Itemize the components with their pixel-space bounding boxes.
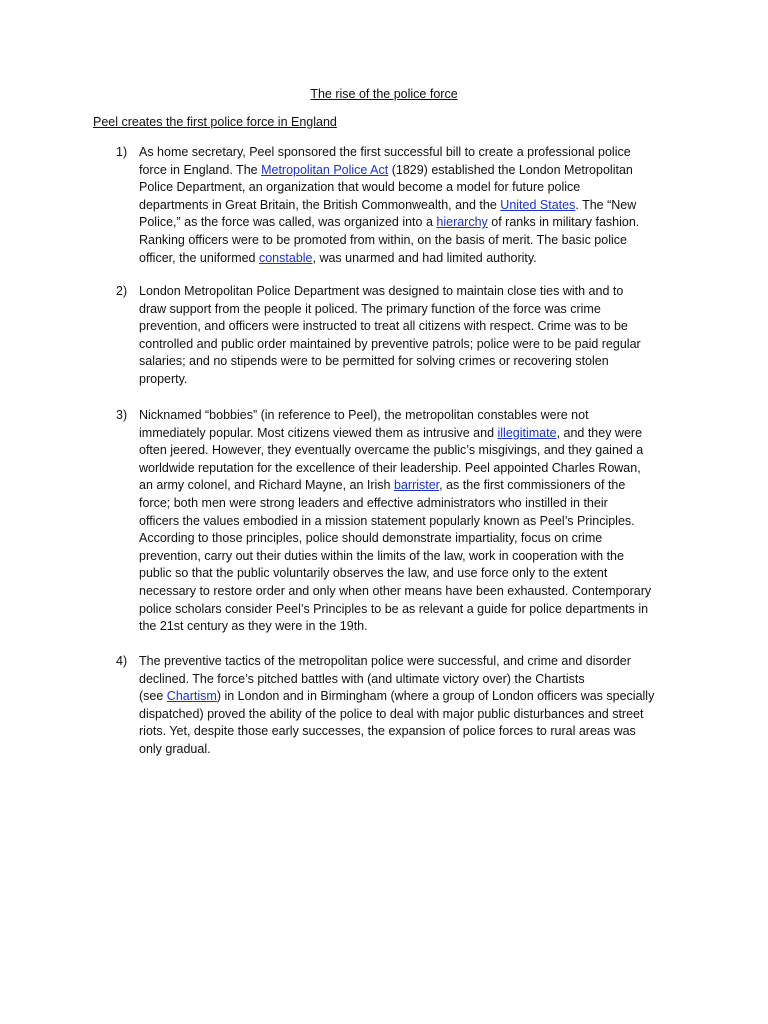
list-item-paragraph [139,283,679,389]
paragraph-line: draw support from the people it policed. The primary function of the force was crime [139,301,601,316]
document-title: The rise of the police force [310,87,458,101]
paragraph-line: property. [139,371,188,386]
paragraph-line: riots. Yet, despite those early successes, the expansion of police forces to rural areas was [139,724,636,739]
paragraph-line: The preventive tactics of the metropolitan police were successful, and crime and disorder [139,654,631,668]
paragraph-line: force in England. The Metropolitan Police Act (1829) established the London Metropolitan [139,162,633,177]
paragraph-line: dispatched) proved the ability of the police to deal with major public disturbances and street [139,706,644,721]
list-item-number: 1) [116,145,128,159]
list-item-paragraph [139,144,679,267]
paragraph-line: worldwide reputation for the excellence of their leadership. Peel appointed Charles Rowan, [139,460,641,475]
paragraph-line: an army colonel, and Richard Mayne, an Irish barrister, as the first commissioners of the [139,478,626,493]
list-item-number: 4) [116,654,128,668]
section-heading: Peel creates the first police force in England [93,115,337,129]
paragraph-line: police scholars consider Peel’s Principles to be as relevant a guide for police departments in [139,601,649,616]
list-item-paragraph [139,653,679,759]
list-item-number: 2) [116,284,128,298]
paragraph-line: London Metropolitan Police Department was designed to maintain close ties with and to [139,284,624,298]
paragraph-line: prevention, and officers were instructed to treat all citizens with respect. Crime was to be [139,319,628,334]
paragraph-line: public so that the public voluntarily observes the law, and use force only to the extent [139,566,608,581]
paragraph-line: officer, the uniformed constable, was unarmed and had limited authority. [139,250,537,265]
paragraph-line: salaries; and no stipends were to be permitted for solving crimes or recovering stolen [139,354,609,369]
paragraph-line: declined. The force’s pitched battles with (and ultimate victory over) the Chartists [139,671,585,686]
list-item-paragraph [139,407,679,636]
paragraph-line: prevention, carry out their duties within the limits of the law, work in cooperation with the [139,548,624,563]
paragraph-line: often jeered. However, they eventually overcame the public’s misgivings, and they gained a [139,443,644,458]
paragraph-line: only gradual. [139,741,211,756]
inline-link[interactable]: Metropolitan Police Act [261,162,389,177]
paragraph-line: Nicknamed “bobbies” (in reference to Peel), the metropolitan constables were not [139,408,589,422]
paragraph-line: departments in Great Britain, the British Commonwealth, and the United States. The “New [139,197,637,212]
paragraph-line: controlled and public order maintained by preventive patrols; police were to be paid regular [139,336,641,351]
paragraph-line: Police,” as the force was called, was organized into a hierarchy of ranks in military fashion. [139,215,640,230]
inline-link[interactable]: Chartism [166,689,217,704]
paragraph-line: the 21st century as they were in the 19th. [139,619,368,634]
inline-link[interactable]: hierarchy [436,215,488,230]
paragraph-line: Ranking officers were to be promoted from within, on the basis of merit. The basic police [139,232,627,247]
paragraph-line: immediately popular. Most citizens viewed them as intrusive and illegitimate, and they were [139,425,643,440]
inline-link[interactable]: barrister [394,478,440,493]
inline-link[interactable]: constable [258,250,313,265]
inline-link[interactable]: United States [500,197,576,212]
list-item-number: 3) [116,408,128,422]
paragraph-line: necessary to restore order and only when other means have been exhausted. Contemporary [139,583,652,598]
paragraph-line: (see Chartism) in London and in Birmingham (where a group of London officers was specially [139,689,655,704]
inline-link[interactable]: illegitimate [497,425,557,440]
paragraph-line: officers the values embodied in a mission statement popularly known as Peel’s Principles. [139,513,635,528]
paragraph-line: force; both men were strong leaders and effective administrators who instilled in their [139,495,608,510]
paragraph-line: Police Department, an organization that would become a model for future police [139,180,581,195]
paragraph-line: According to those principles, police should demonstrate impartiality, focus on crime [139,531,603,546]
paragraph-line: As home secretary, Peel sponsored the first successful bill to create a professional police [139,145,631,159]
